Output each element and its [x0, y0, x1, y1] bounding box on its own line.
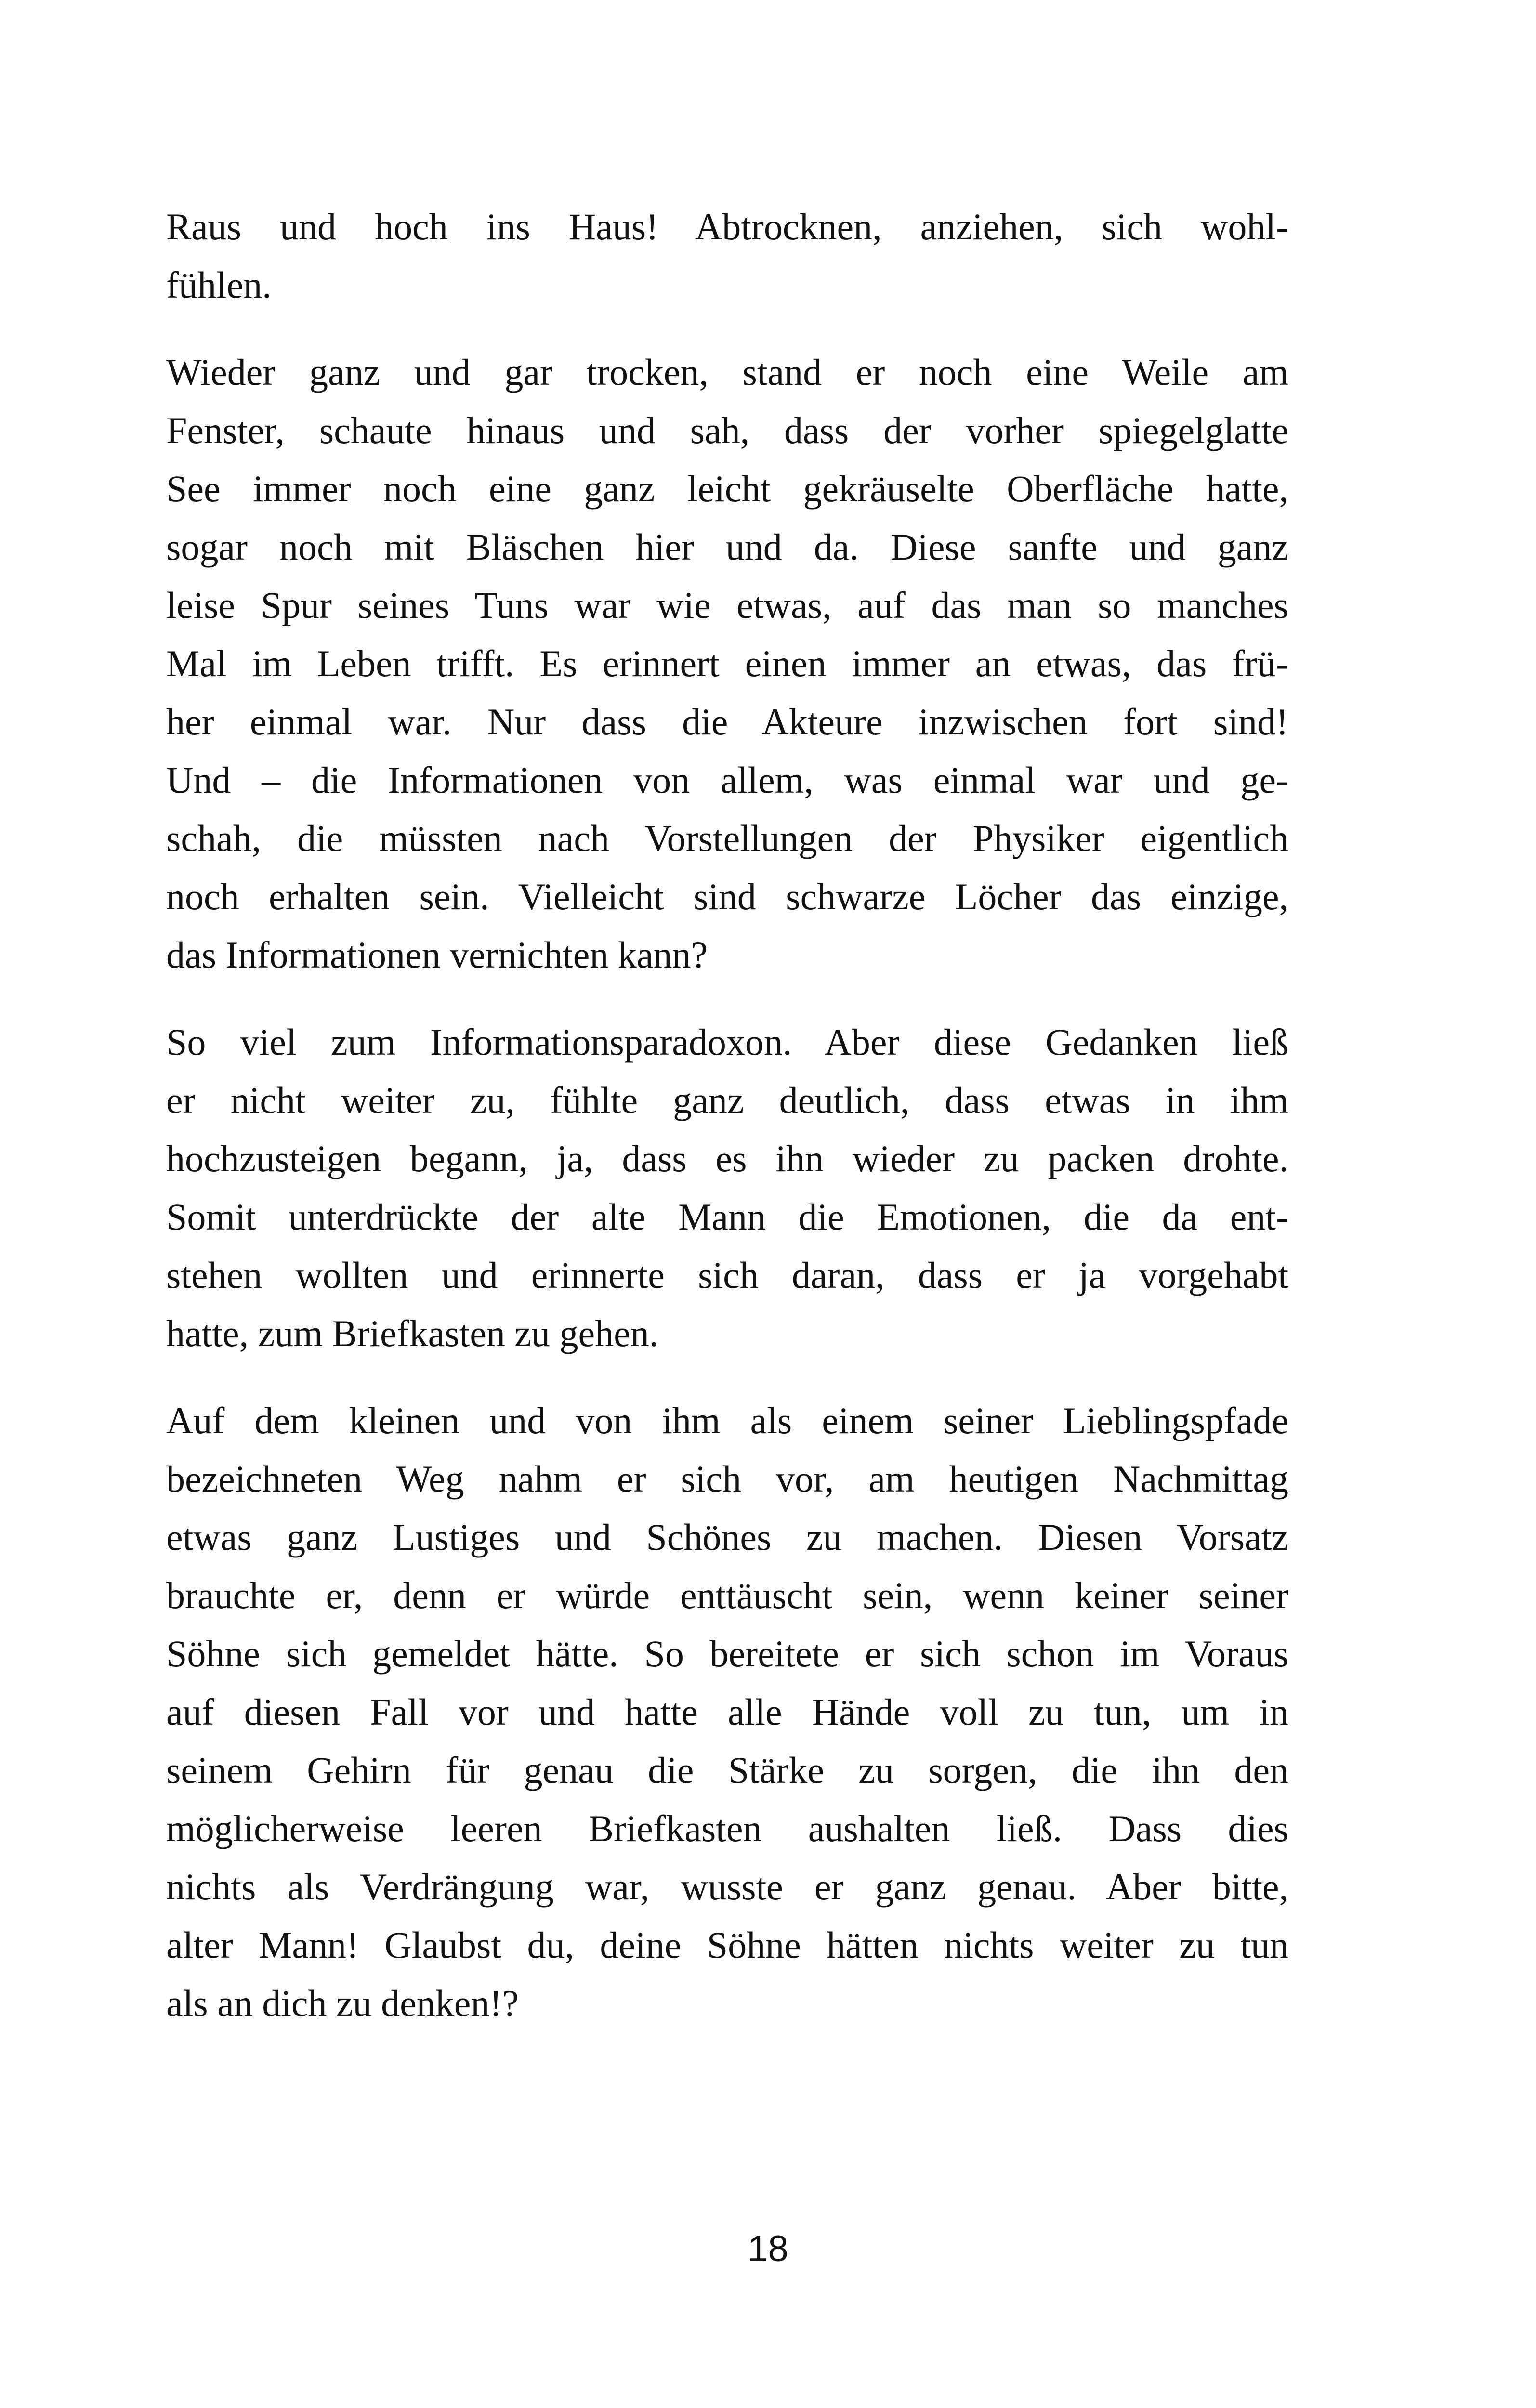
text-line: als an dich zu denken!?	[166, 1982, 519, 2024]
paragraph-3	[166, 1013, 1288, 1362]
text-line: noch erhalten sein. Vielleicht sind schwarze Löcher das einzige,	[166, 876, 1288, 917]
text-line: bezeichneten Weg nahm er sich vor, am heutigen Nachmittag	[166, 1458, 1288, 1500]
text-line: So viel zum Informationsparadoxon. Aber diese Gedanken ließ	[166, 1021, 1288, 1063]
text-line: Raus und hoch ins Haus! Abtrocknen, anziehen, sich wohl-	[166, 206, 1288, 248]
text-line: seinem Gehirn für genau die Stärke zu sorgen, die ihn den	[166, 1749, 1288, 1791]
text-line: auf diesen Fall vor und hatte alle Hände voll zu tun, um in	[166, 1691, 1288, 1733]
text-line: möglicherweise leeren Briefkasten aushalten ließ. Dass dies	[166, 1807, 1288, 1849]
body-text	[166, 197, 1288, 2032]
page-number: 18	[748, 2228, 788, 2269]
text-line: her einmal war. Nur dass die Akteure inzwischen fort sind!	[166, 701, 1288, 743]
text-line: Und – die Informationen von allem, was einmal war und ge-	[166, 759, 1288, 801]
text-line: leise Spur seines Tuns war wie etwas, auf das man so manches	[166, 584, 1288, 626]
text-line: Somit unterdrückte der alte Mann die Emotionen, die da ent-	[166, 1196, 1288, 1238]
text-line: brauchte er, denn er würde enttäuscht sein, wenn keiner seiner	[166, 1574, 1288, 1616]
text-line: hochzusteigen begann, ja, dass es ihn wieder zu packen drohte.	[166, 1138, 1288, 1179]
paragraph-4	[166, 1391, 1288, 2032]
text-line: etwas ganz Lustiges und Schönes zu machen. Diesen Vorsatz	[166, 1516, 1288, 1558]
text-line: Auf dem kleinen und von ihm als einem seiner Lieblingspfade	[166, 1400, 1288, 1441]
text-line: Mal im Leben trifft. Es erinnert einen immer an etwas, das frü-	[166, 642, 1288, 684]
paragraph-1	[166, 197, 1288, 314]
text-line: Söhne sich gemeldet hätte. So bereitete er sich schon im Voraus	[166, 1633, 1288, 1675]
text-line: stehen wollten und erinnerte sich daran, dass er ja vorgehabt	[166, 1254, 1288, 1296]
text-line: schah, die müssten nach Vorstellungen der Physiker eigentlich	[166, 817, 1288, 859]
text-line: er nicht weiter zu, fühlte ganz deutlich, dass etwas in ihm	[166, 1079, 1288, 1121]
text-line: das Informationen vernichten kann?	[166, 934, 708, 976]
text-line: alter Mann! Glaubst du, deine Söhne hätten nichts weiter zu tun	[166, 1924, 1288, 1966]
paragraph-2	[166, 343, 1288, 984]
text-line: fühlen.	[166, 264, 272, 306]
text-line: See immer noch eine ganz leicht gekräuselte Oberfläche hatte,	[166, 468, 1288, 510]
text-line: Fenster, schaute hinaus und sah, dass der vorher spiegelglatte	[166, 409, 1288, 451]
text-line: Wieder ganz und gar trocken, stand er noch eine Weile am	[166, 351, 1288, 393]
text-line: nichts als Verdrängung war, wusste er ganz genau. Aber bitte,	[166, 1866, 1288, 1908]
text-line: hatte, zum Briefkasten zu gehen.	[166, 1312, 659, 1354]
text-line: sogar noch mit Bläschen hier und da. Diese sanfte und ganz	[166, 526, 1288, 568]
